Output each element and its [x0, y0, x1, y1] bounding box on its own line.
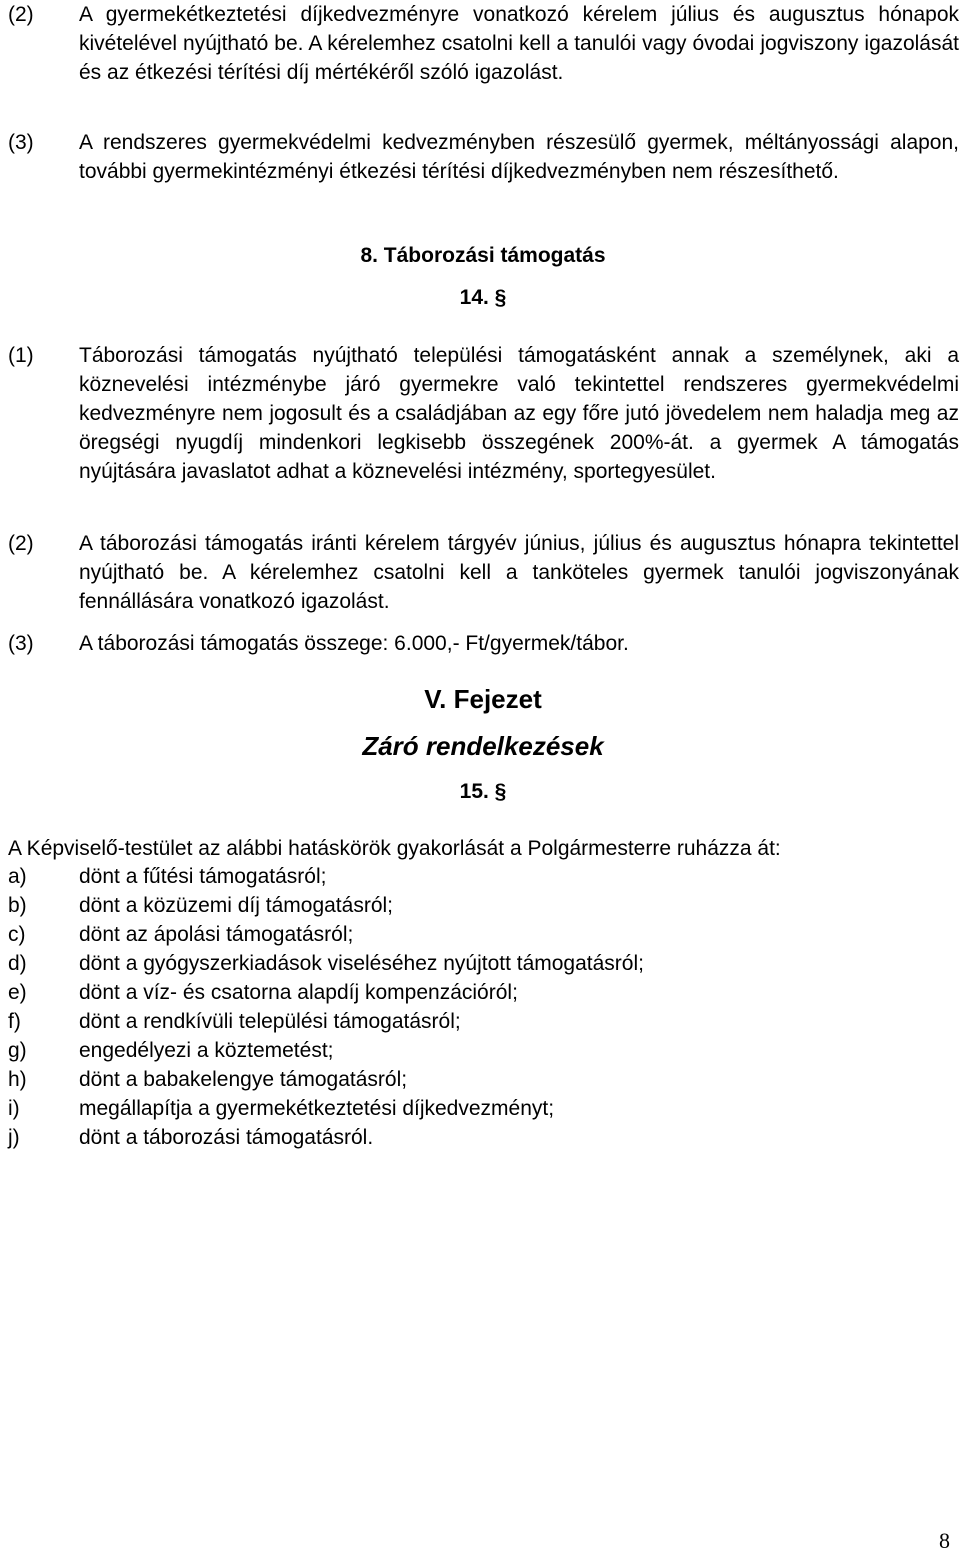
paragraph-3-gyermekvédelmi: [8, 128, 958, 186]
list-item: [8, 862, 958, 891]
paragraph-number: (1): [8, 344, 34, 367]
delegation-list: [8, 862, 958, 1152]
paragraph-number: (3): [8, 632, 34, 655]
list-item-letter: h): [8, 1068, 27, 1091]
list-item-letter: c): [8, 923, 26, 946]
paragraph-text: Táborozási támogatás nyújtható települési támogatásként annak a személynek, aki a köznevelési intézménybe járó gyermekre való tekintettel rendszeres gyermekvédelmi kedvezményre nem jogosult és a családjában az egy főre jutó jövedelem nem haladja meg az öregségi nyugdíj mindenkori legkisebb összegének 200%-át. a gyermek A támogatás nyújtására javaslatot adhat a köznevelési intézmény, sportegyesület.: [79, 344, 959, 483]
article-number: 15. §: [459, 780, 507, 803]
list-item: [8, 978, 958, 1007]
section-heading: 8. Táborozási támogatás: [360, 244, 606, 267]
paragraph-text: A táborozási támogatás iránti kérelem tárgyév június, július és augusztus hónapra tekintettel nyújtható be. A kérelemhez csatolni kell a tanköteles gyermek tanulói jogviszonyának fennállására vonatkozó igazolást.: [79, 532, 959, 613]
list-item: [8, 1065, 958, 1094]
list-item-letter: g): [8, 1039, 27, 1062]
page-number: 8: [939, 1528, 950, 1553]
paragraph-number: (3): [8, 131, 34, 154]
paragraph-2-gyermekétkeztetés: [8, 0, 958, 87]
list-item-letter: e): [8, 981, 27, 1004]
list-item: [8, 891, 958, 920]
list-item-text: dönt a víz- és csatorna alapdíj kompenzációról;: [79, 981, 518, 1004]
list-item: [8, 1007, 958, 1036]
list-item-letter: f): [8, 1010, 21, 1033]
paragraph-text: A táborozási támogatás összege: 6.000,- Ft/gyermek/tábor.: [79, 632, 629, 655]
chapter-intro: A Képviselő-testület az alábbi hatáskörök gyakorlását a Polgármesterre ruházza át:: [8, 837, 781, 860]
chapter-subtitle: Záró rendelkezések: [362, 731, 604, 761]
list-item: [8, 1123, 958, 1152]
list-item: [8, 1094, 958, 1123]
list-item-text: megállapítja a gyermekétkeztetési díjkedvezményt;: [79, 1097, 555, 1120]
list-item-text: dönt a táborozási támogatásról.: [79, 1126, 374, 1149]
list-item-letter: i): [8, 1097, 20, 1120]
list-item-text: dönt a babakelengye támogatásról;: [79, 1068, 408, 1091]
paragraph-number: (2): [8, 532, 34, 555]
list-item-text: dönt a gyógyszerkiadások viseléséhez nyújtott támogatásról;: [79, 952, 644, 975]
paragraph-text: A rendszeres gyermekvédelmi kedvezményben részesülő gyermek, méltányossági alapon, további gyermekintézményi étkezési térítési díjkedvezményben nem részesíthető.: [79, 131, 959, 183]
list-item-text: dönt az ápolási támogatásról;: [79, 923, 354, 946]
list-item-text: dönt a rendkívüli települési támogatásról;: [79, 1010, 461, 1033]
list-item-text: dönt a közüzemi díj támogatásról;: [79, 894, 393, 917]
list-item-letter: b): [8, 894, 27, 917]
chapter-heading: V. Fejezet: [424, 684, 542, 714]
list-item-letter: d): [8, 952, 27, 975]
article-number: 14. §: [459, 286, 507, 309]
list-item: [8, 1036, 958, 1065]
section-8-paragraph-3: [8, 629, 958, 658]
list-item: [8, 949, 958, 978]
section-8-paragraph-2: [8, 529, 958, 616]
list-item-letter: j): [8, 1126, 20, 1149]
paragraph-text: A gyermekétkeztetési díjkedvezményre vonatkozó kérelem július és augusztus hónapok kivételével nyújtható be. A kérelemhez csatolni kell a tanulói vagy óvodai jogviszony igazolását és az étkezési térítési díj mértékéről szóló igazolást.: [79, 3, 959, 84]
list-item-text: dönt a fűtési támogatásról;: [79, 865, 327, 888]
list-item-letter: a): [8, 865, 27, 888]
section-8-paragraph-1: [8, 341, 958, 486]
list-item: [8, 920, 958, 949]
paragraph-number: (2): [8, 3, 34, 26]
list-item-text: engedélyezi a köztemetést;: [79, 1039, 334, 1062]
